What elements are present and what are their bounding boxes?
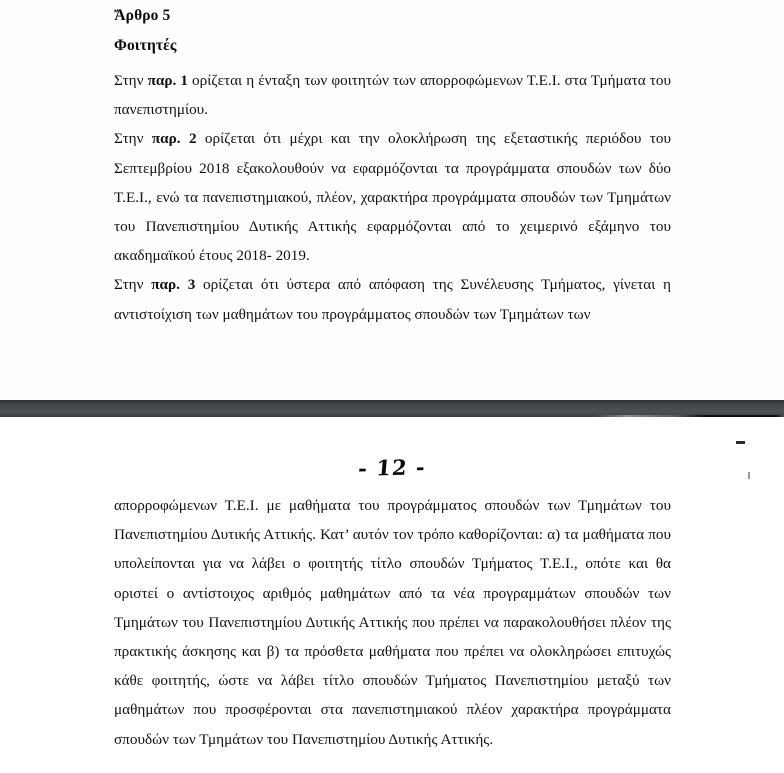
par-2-lead: Στην xyxy=(114,130,152,148)
scan-edge-mark-secondary xyxy=(748,472,750,479)
paragraph-par-3-continued: απορροφώμενων Τ.Ε.Ι. με μαθήματα του προγράμματος σπουδών των Τμημάτων του Πανεπιστημίου Δυτικής Αττικής. Κατ’ αυτόν τον τρόπο καθορίζονται: α) τα μαθήματα που υπολείπονται για να λάβει ο φοιτητής τίτλο σπουδών Τμήματος Τ.Ε.Ι., οπότε και θα οριστεί ο αντίστοιχος αριθμός μαθημάτων από τα νέα προγραμμάτων σπουδών των Τμημάτων του Πανεπιστημίου Δυτικής Αττικής που πρέπει να παρακολουθήσει πλέον της πρακτικής άσκησης και β) τα πρόσθετα μαθήματα που πρέπει να ολοκληρώσει επιτυχώς κάθε φοιτητής, ώστε να λάβει τίτλο σπουδών Τμήματος Πανεπιστημίου μεταξύ των μαθημάτων που προσφέρονται στα πανεπιστημιακού πλέον χαρακτήρα προγράμματα σπουδών των Τμημάτων του Πανεπιστημίου Δυτικής Αττικής. xyxy=(114,497,671,748)
article-heading: Ἄρθρο 5 xyxy=(114,7,171,24)
handwritten-page-number: - 12 - xyxy=(357,454,427,481)
scan-edge-mark xyxy=(736,441,745,444)
par-1-label: παρ. 1 xyxy=(147,72,188,89)
par-1-body: ορίζεται η ένταξη των φοιτητών των απορροφώμενων Τ.Ε.Ι. στα Τμήματα του πανεπιστημίου. xyxy=(114,72,671,119)
par-2-body: ορίζεται ότι μέχρι και την ολοκλήρωση της εξεταστικής περιόδου του Σεπτεμβρίου 2018 εξακολουθούν να εφαρμόζονται τα προγράμματα σπουδών των δύο Τ.Ε.Ι., ενώ τα πανεπιστημιακού, πλέον, χαρακτήρα προγράμματα σπουδών των Τμημάτων του Πανεπιστημίου Δυτικής Αττικής εφαρμόζονται από το χειμερινό εξάμηνο του ακαδημαϊκού έτους 2018- 2019. xyxy=(114,130,671,265)
par-3-label: παρ. 3 xyxy=(151,276,196,294)
subject-heading: Φοιτητές xyxy=(114,36,177,54)
paragraph-par-1 xyxy=(114,66,671,124)
page-one-text-column xyxy=(114,8,671,329)
scanned-page-two xyxy=(0,417,784,773)
par-2-label: παρ. 2 xyxy=(151,130,197,148)
par-3-body: ορίζεται ότι ύστερα από απόφαση της Συνέλευσης Τμήματος, γίνεται η αντιστοίχιση των μαθημάτων του προγράμματος σπουδών των Τμημάτων των xyxy=(114,276,671,323)
par-1-lead: Στην xyxy=(114,72,148,89)
page-two-text-column xyxy=(114,491,671,754)
paragraph-par-2 xyxy=(114,124,671,270)
par-3-lead: Στην xyxy=(114,276,152,294)
paragraph-par-3 xyxy=(114,270,671,328)
